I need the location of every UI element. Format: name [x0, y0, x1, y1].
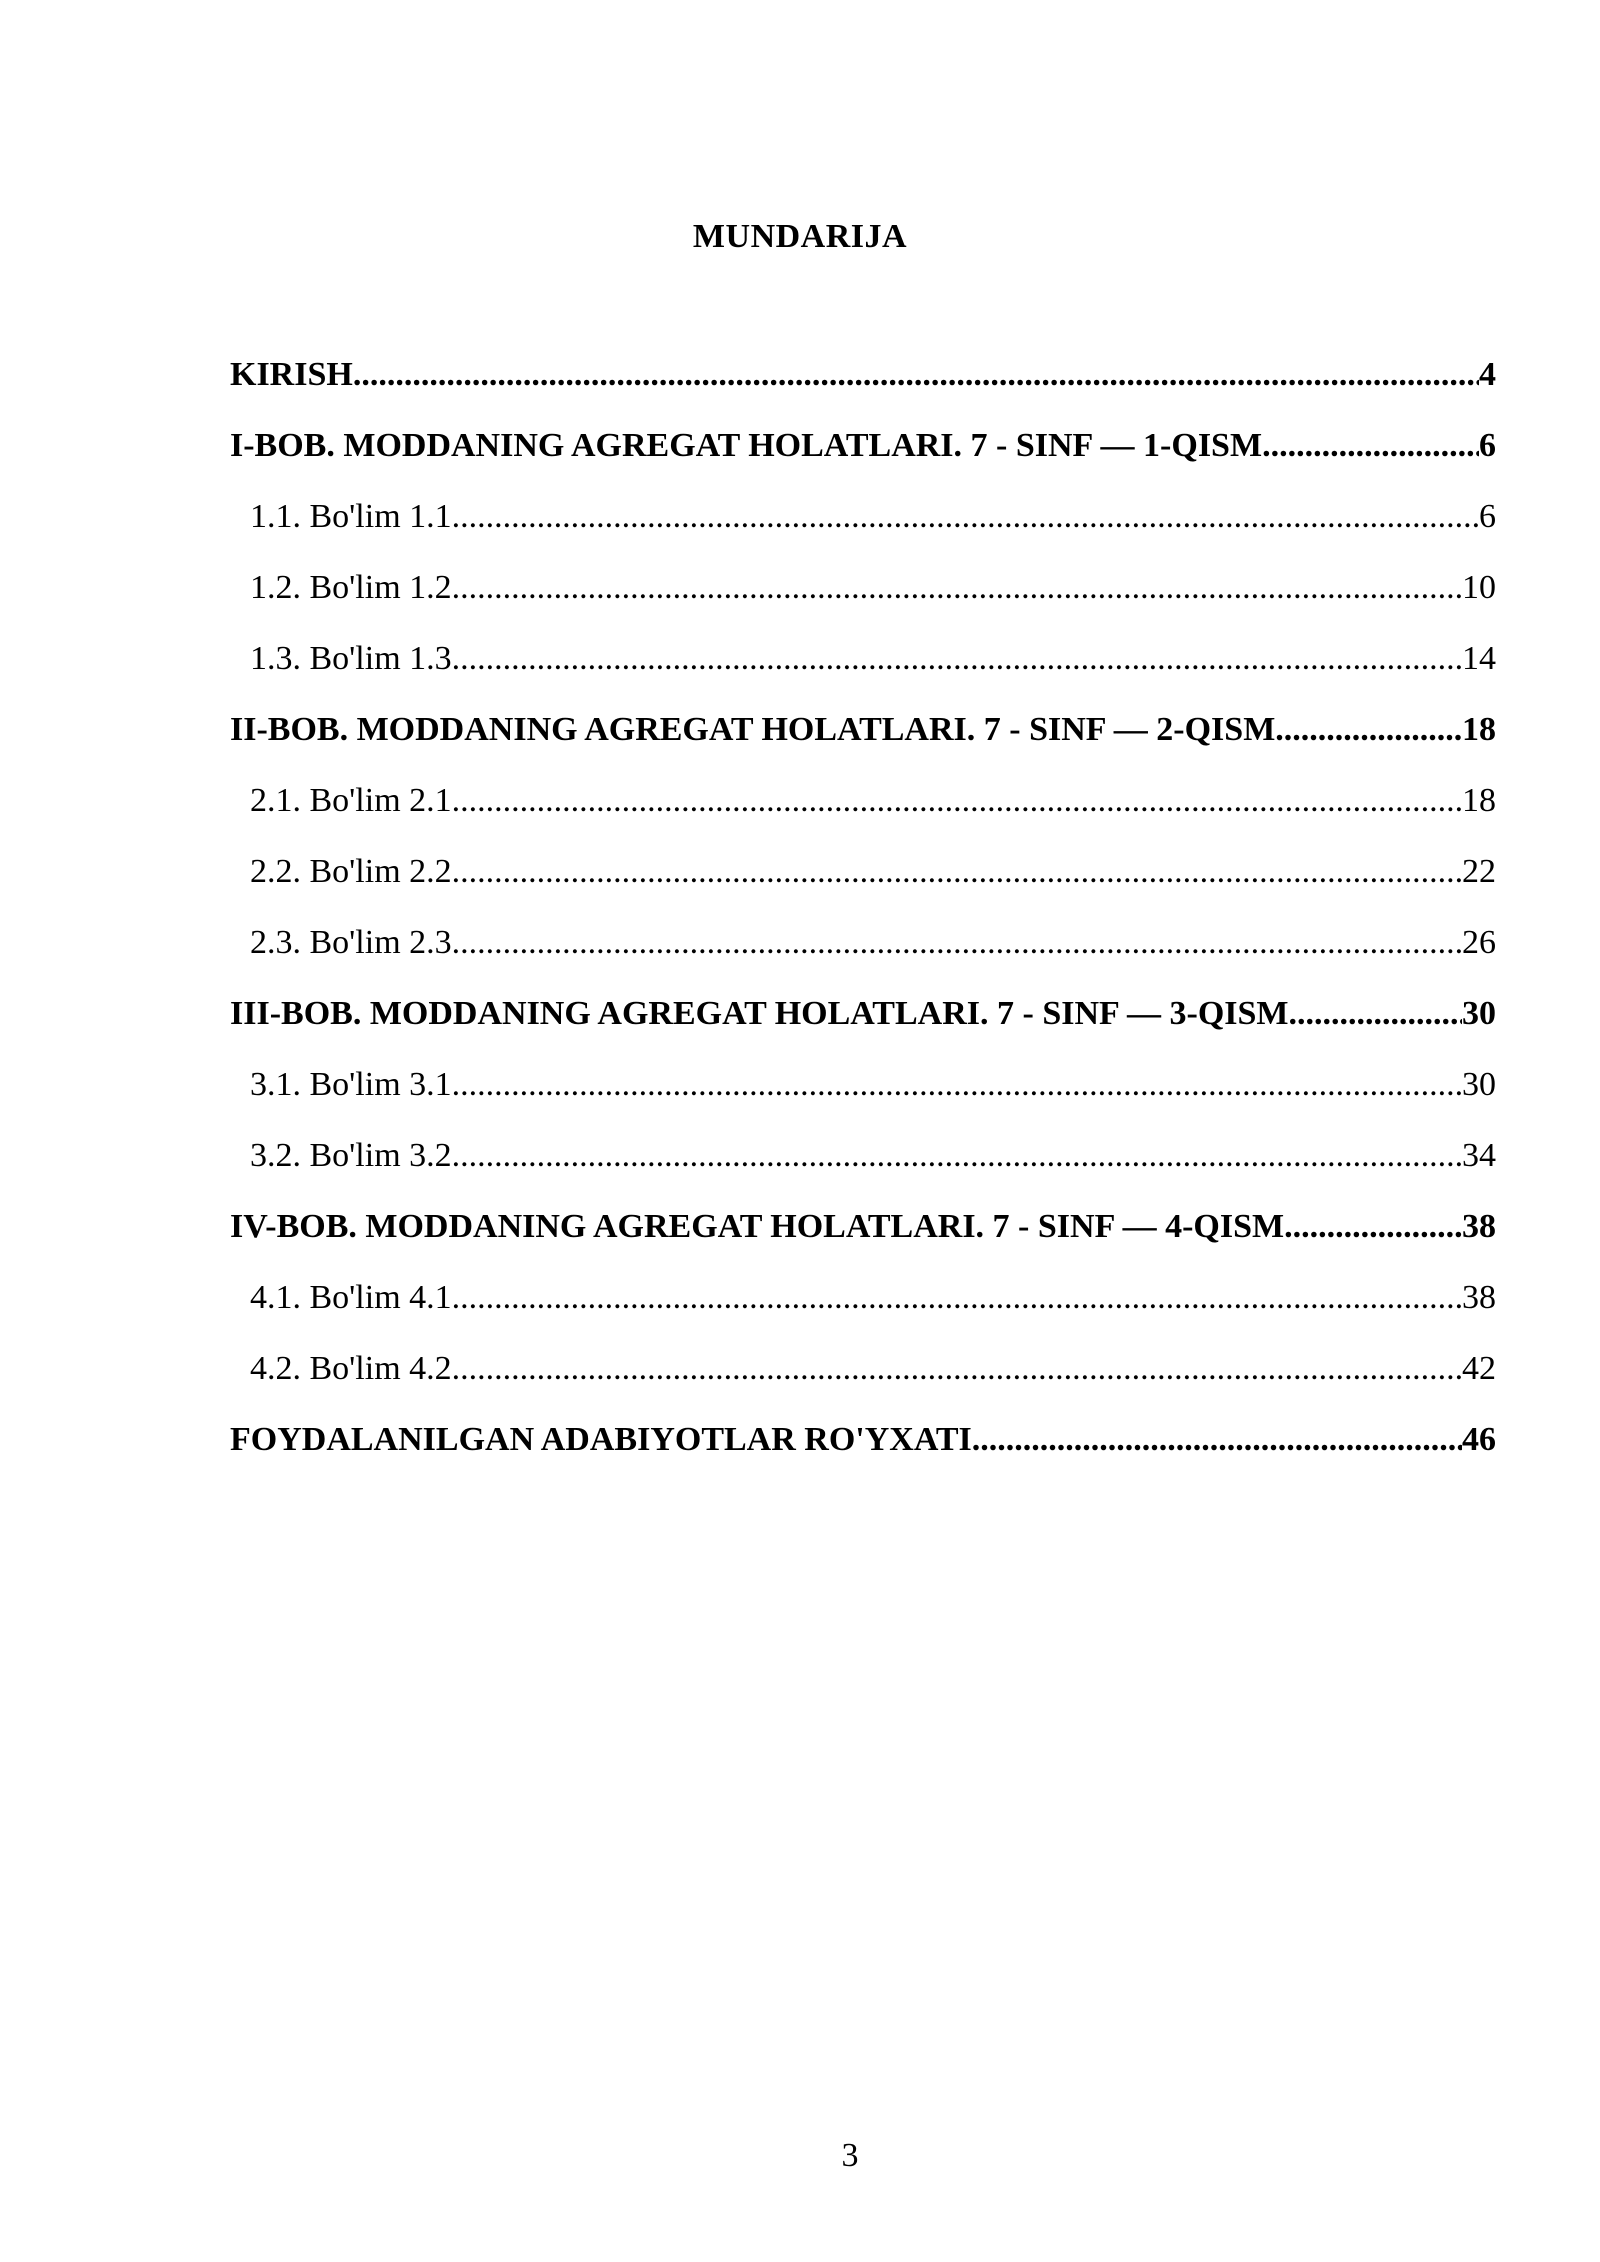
toc-entry-label: 2.2. Bo'lim 2.2 [250, 853, 452, 890]
toc-entry-page: 38 [1462, 1208, 1496, 1245]
toc-entry-page: 46 [1462, 1421, 1496, 1458]
toc-dot-leader [452, 919, 1462, 967]
toc-entry-page: 6 [1479, 498, 1496, 535]
toc-entry-page: 10 [1462, 569, 1496, 606]
toc-entry-page: 4 [1479, 356, 1496, 393]
toc-entry-section-4-1[interactable] [230, 1274, 1496, 1345]
toc-entry-section-3-2[interactable] [230, 1132, 1496, 1203]
toc-entry-page: 42 [1462, 1350, 1496, 1387]
toc-entry-chapter-4[interactable] [230, 1203, 1496, 1274]
toc-entry-label: I-BOB. MODDANING AGREGAT HOLATLARI. 7 - SINF — 1-QISM [230, 427, 1263, 464]
toc-entry-label: 3.2. Bo'lim 3.2 [250, 1137, 452, 1174]
toc-dot-leader [452, 1061, 1462, 1109]
toc-dot-leader [1262, 422, 1479, 470]
toc-entry-section-1-3[interactable] [230, 635, 1496, 706]
page-number: 3 [841, 2137, 859, 2174]
toc-entry-label: 3.1. Bo'lim 3.1 [250, 1066, 452, 1103]
toc-entry-label: 2.1. Bo'lim 2.1 [250, 782, 452, 819]
toc-entry-label: IV-BOB. MODDANING AGREGAT HOLATLARI. 7 - SINF — 4-QISM [230, 1208, 1285, 1245]
toc-dot-leader [452, 493, 1479, 541]
toc-dot-leader [452, 1274, 1462, 1322]
toc-entry-chapter-2[interactable] [230, 706, 1496, 777]
toc-entry-section-1-2[interactable] [230, 564, 1496, 635]
toc-entry-label: 1.1. Bo'lim 1.1 [250, 498, 452, 535]
toc-entry-section-2-2[interactable] [230, 848, 1496, 919]
toc-entry-section-4-2[interactable] [230, 1345, 1496, 1416]
toc-entry-page: 6 [1479, 427, 1496, 464]
toc-entry-label: II-BOB. MODDANING AGREGAT HOLATLARI. 7 - SINF — 2-QISM [230, 711, 1276, 748]
toc-entry-page: 26 [1462, 924, 1496, 961]
toc-dot-leader [452, 777, 1462, 825]
toc-dot-leader [452, 1132, 1462, 1180]
toc-entry-introduction[interactable] [230, 351, 1496, 422]
toc-entry-page: 18 [1462, 711, 1496, 748]
toc-entry-label: 4.1. Bo'lim 4.1 [250, 1279, 452, 1316]
toc-dot-leader [1284, 1203, 1462, 1251]
toc-dot-leader [353, 351, 1479, 399]
toc-entry-page: 34 [1462, 1137, 1496, 1174]
toc-entry-page: 18 [1462, 782, 1496, 819]
toc-entry-section-1-1[interactable] [230, 493, 1496, 564]
toc-entry-page: 30 [1462, 1066, 1496, 1103]
toc-entry-page: 30 [1462, 995, 1496, 1032]
toc-entry-label: KIRISH [230, 356, 353, 393]
toc-dot-leader [1289, 990, 1462, 1038]
toc-dot-leader [452, 635, 1462, 683]
toc-entry-chapter-3[interactable] [230, 990, 1496, 1061]
page-title: MUNDARIJA [692, 218, 908, 255]
toc-entry-label: 1.2. Bo'lim 1.2 [250, 569, 452, 606]
toc-entry-page: 14 [1462, 640, 1496, 677]
table-of-contents [230, 351, 1496, 1487]
toc-entry-label: 2.3. Bo'lim 2.3 [250, 924, 452, 961]
toc-entry-page: 38 [1462, 1279, 1496, 1316]
toc-entry-section-2-1[interactable] [230, 777, 1496, 848]
toc-entry-page: 22 [1462, 853, 1496, 890]
toc-entry-bibliography[interactable] [230, 1416, 1496, 1487]
toc-dot-leader [972, 1416, 1462, 1464]
toc-entry-label: 4.2. Bo'lim 4.2 [250, 1350, 452, 1387]
toc-dot-leader [1275, 706, 1462, 754]
toc-entry-section-2-3[interactable] [230, 919, 1496, 990]
toc-entry-label: FOYDALANILGAN ADABIYOTLAR RO'YXATI [230, 1421, 972, 1458]
toc-entry-chapter-1[interactable] [230, 422, 1496, 493]
toc-entry-label: 1.3. Bo'lim 1.3 [250, 640, 452, 677]
toc-dot-leader [452, 564, 1462, 612]
toc-dot-leader [452, 1345, 1462, 1393]
toc-entry-section-3-1[interactable] [230, 1061, 1496, 1132]
toc-entry-label: III-BOB. MODDANING AGREGAT HOLATLARI. 7 - SINF — 3-QISM [230, 995, 1289, 1032]
toc-dot-leader [452, 848, 1462, 896]
